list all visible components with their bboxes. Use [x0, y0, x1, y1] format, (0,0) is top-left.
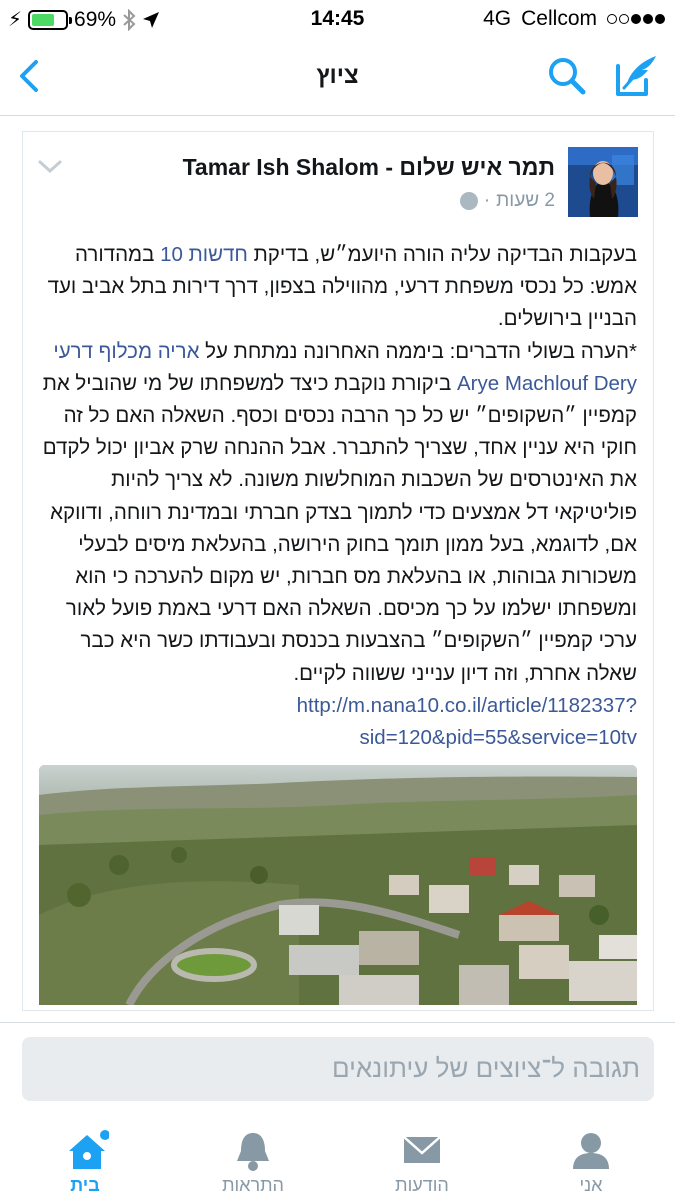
- text-segment: *הערה בשולי הדברים: ביממה האחרונה נמתחת על: [199, 339, 637, 363]
- tab-home-label: בית: [70, 1175, 100, 1195]
- article-link[interactable]: [37, 690, 637, 754]
- reply-input[interactable]: תגובה ל־ציוצים של עיתונאים: [22, 1037, 654, 1101]
- tab-notifications-label: התראות: [222, 1175, 284, 1195]
- avatar[interactable]: [568, 147, 638, 217]
- bell-icon: [233, 1129, 273, 1173]
- page-title: ציוץ: [316, 62, 359, 89]
- status-right: [483, 7, 665, 31]
- text-segment: ביקורת נוקבת כיצד למשפחתו של מי שהוביל את קמפיין ״השקופים״ יש כל כך הרבה נכסים וכסף. השאלה האם כל זה חוקי היא עניין אחד, שצריך להתברר. אבל ההנחה שרק אביון יכול לקדם את האינטרסים של השכבות המוחלשות משונה. לא צריך להיות פוליטיקאי דל אמצעים כדי לתמוך בצדק חברתי ובמדינת רווחה, ודווקא אם, לדוגמא, בעל ממון תומך בחוק הירושה, בהעלאת מיסים לבעלי משכורות גבוהות, או בהעלאת מס חברות, יש מקום להערכה כי הוא ומשפחתו ישלמו על כך מכיסם. השאלה האם דרעי באמת פועל לאור ערכי קמפיין ״השקופים״ בהצבעות בכנסת ובעבודתו כשר היא כבר שאלה אחרת, וזה דיון ענייני ששווה לקיים.: [42, 371, 637, 685]
- tab-me-label: אני: [579, 1175, 603, 1195]
- globe-icon: [460, 192, 478, 210]
- tab-me[interactable]: [536, 1123, 646, 1199]
- search-button[interactable]: [545, 54, 589, 98]
- tweet-meta: [460, 190, 555, 212]
- envelope-icon: [402, 1129, 442, 1173]
- tweet-time: 2 שעות: [496, 190, 555, 211]
- compose-tweet-icon: [612, 52, 660, 100]
- author-name[interactable]: תמר איש שלום - Tamar Ish Shalom: [182, 154, 555, 180]
- tab-bar: [0, 1117, 675, 1200]
- status-bar: [0, 0, 675, 38]
- reply-bar: [0, 1022, 675, 1116]
- mention-link-hebrew[interactable]: אריה מכלוף דרעי: [53, 339, 200, 363]
- chevron-down-icon: [37, 156, 63, 176]
- carrier-name: Cellcom: [521, 7, 597, 30]
- compose-button[interactable]: [612, 52, 660, 100]
- meta-separator: ·: [483, 190, 491, 211]
- battery-percent: 69%: [74, 7, 117, 31]
- article-link-line-1: http://m.nana10.co.il/article/1182337?: [296, 693, 637, 717]
- mention-link-english[interactable]: Arye Machlouf Dery: [456, 371, 637, 395]
- tweet-text: [37, 239, 637, 754]
- signal-icon: [607, 14, 665, 24]
- network-type: 4G: [483, 7, 512, 30]
- tab-messages-label: הודעות: [395, 1175, 449, 1195]
- tab-messages[interactable]: [367, 1123, 477, 1199]
- search-icon: [545, 54, 589, 98]
- article-link-line-2: sid=120&pid=55&service=10tv: [359, 726, 637, 750]
- home-icon: [65, 1129, 109, 1173]
- hashtag-link[interactable]: חדשות 10: [160, 243, 248, 266]
- tweet-card[interactable]: [22, 131, 654, 1011]
- tweet-photo[interactable]: [39, 765, 637, 1005]
- tab-notifications[interactable]: [198, 1123, 308, 1199]
- text-segment: במהדורה אמש: כל נכסי משפחת דרעי, מהווילה בצפון, דרך דירות בתל אביב ועד הבניין בירושלים.: [47, 243, 637, 331]
- tab-home[interactable]: [30, 1123, 140, 1199]
- charging-icon: ⚡: [8, 9, 23, 31]
- text-segment: בעקבות הבדיקה עליה הורה היועמ״ש, בדיקת: [247, 243, 637, 266]
- person-icon: [571, 1129, 611, 1173]
- tweet-menu-button[interactable]: [37, 156, 63, 176]
- nav-bar: [0, 38, 675, 116]
- clock: 14:45: [310, 7, 365, 30]
